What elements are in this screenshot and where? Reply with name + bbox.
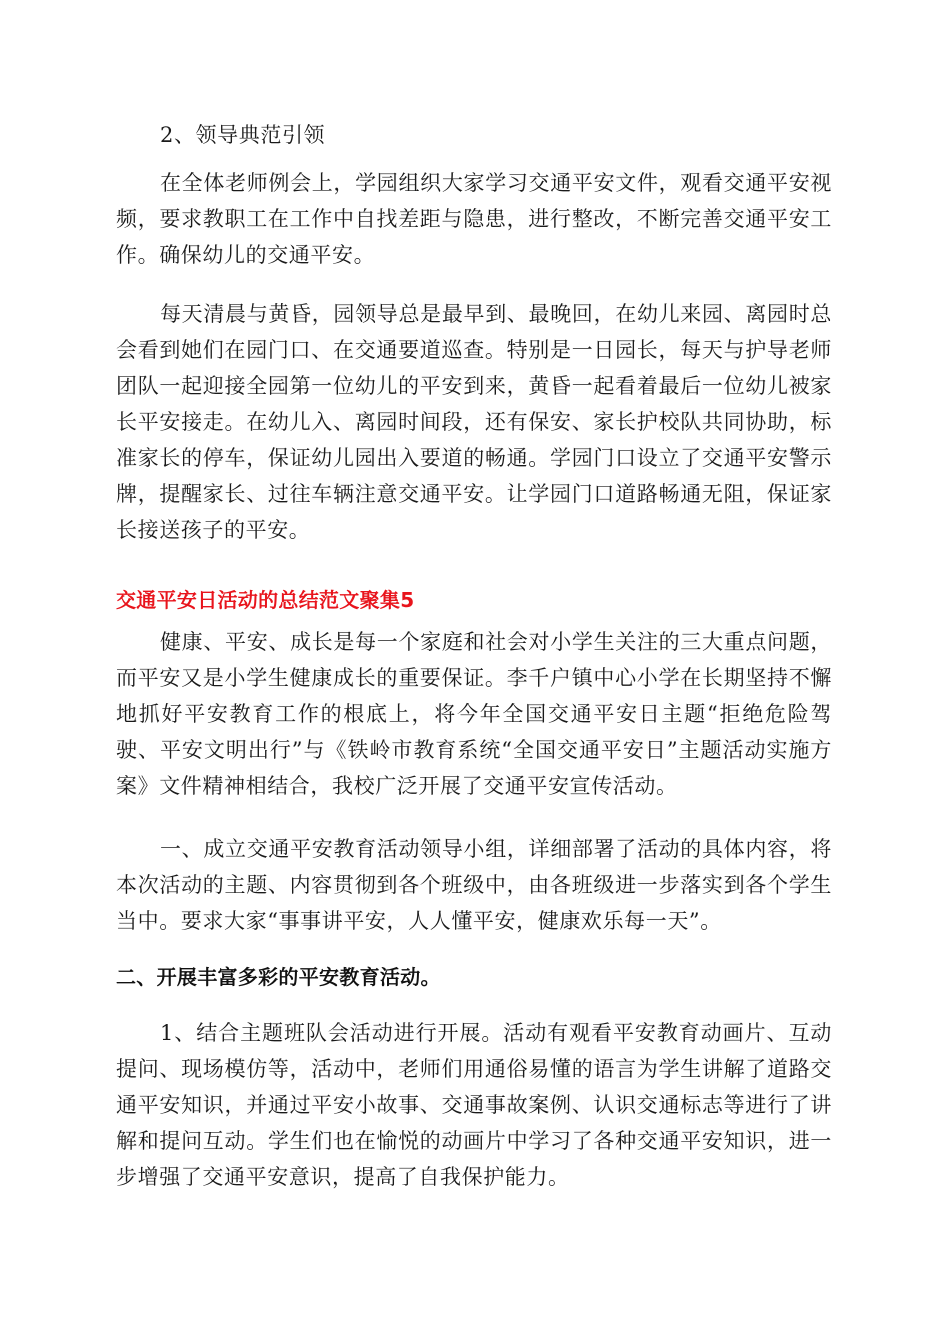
paragraph-teacher-meeting: 在全体老师例会上，学园组织大家学习交通平安文件，观看交通平安视频，要求教职工在工作中自找差距与隐患，进行整改，不断完善交通平安工作。确保幼儿的交通平安。 xyxy=(116,171,832,267)
section-heading-activities: 二、开展丰富多彩的平安教育活动。 xyxy=(116,965,441,989)
section-heading-summary-5: 交通平安日活动的总结范文聚集5 xyxy=(116,588,415,612)
sub-heading-leader-example: 2、领导典范引领 xyxy=(160,123,326,147)
paragraph-health-safety: 健康、平安、成长是每一个家庭和社会对小学生关注的三大重点问题，而平安又是小学生健康成长的重要保证。李千户镇中心小学在长期坚持不懈地抓好平安教育工作的根底上，将今年全国交通平安日主题“拒绝危险驾驶、平安文明出行”与《铁岭市教育系统“全国交通平安日”主题活动实施方案》文件精神相结合，我校广泛开展了交通平安宣传活动。 xyxy=(116,630,832,798)
paragraph-class-meeting: 1、结合主题班队会活动进行开展。活动有观看平安教育动画片、互动提问、现场模仿等，活动中，老师们用通俗易懂的语言为学生讲解了道路交通平安知识，并通过平安小故事、交通事故案例、认识交通标志等进行了讲解和提问互动。学生们也在愉悦的动画片中学习了各种交通平安知识，进一步增强了交通平安意识，提高了自我保护能力。 xyxy=(116,1021,832,1189)
paragraph-leading-group: 一、成立交通平安教育活动领导小组，详细部署了活动的具体内容，将本次活动的主题、内容贯彻到各个班级中，由各班级进一步落实到各个学生当中。要求大家“事事讲平安，人人懂平安，健康欢乐每一天”。 xyxy=(116,837,832,933)
paragraph-daily-patrol: 每天清晨与黄昏，园领导总是最早到、最晚回，在幼儿来园、离园时总会看到她们在园门口、在交通要道巡查。特别是一日园长，每天与护导老师团队一起迎接全园第一位幼儿的平安到来，黄昏一起看着最后一位幼儿被家长平安接走。在幼儿入、离园时间段，还有保安、家长护校队共同协助，标准家长的停车，保证幼儿园出入要道的畅通。学园门口设立了交通平安警示牌，提醒家长、过往车辆注意交通平安。让学园门口道路畅通无阻，保证家长接送孩子的平安。 xyxy=(116,302,832,542)
